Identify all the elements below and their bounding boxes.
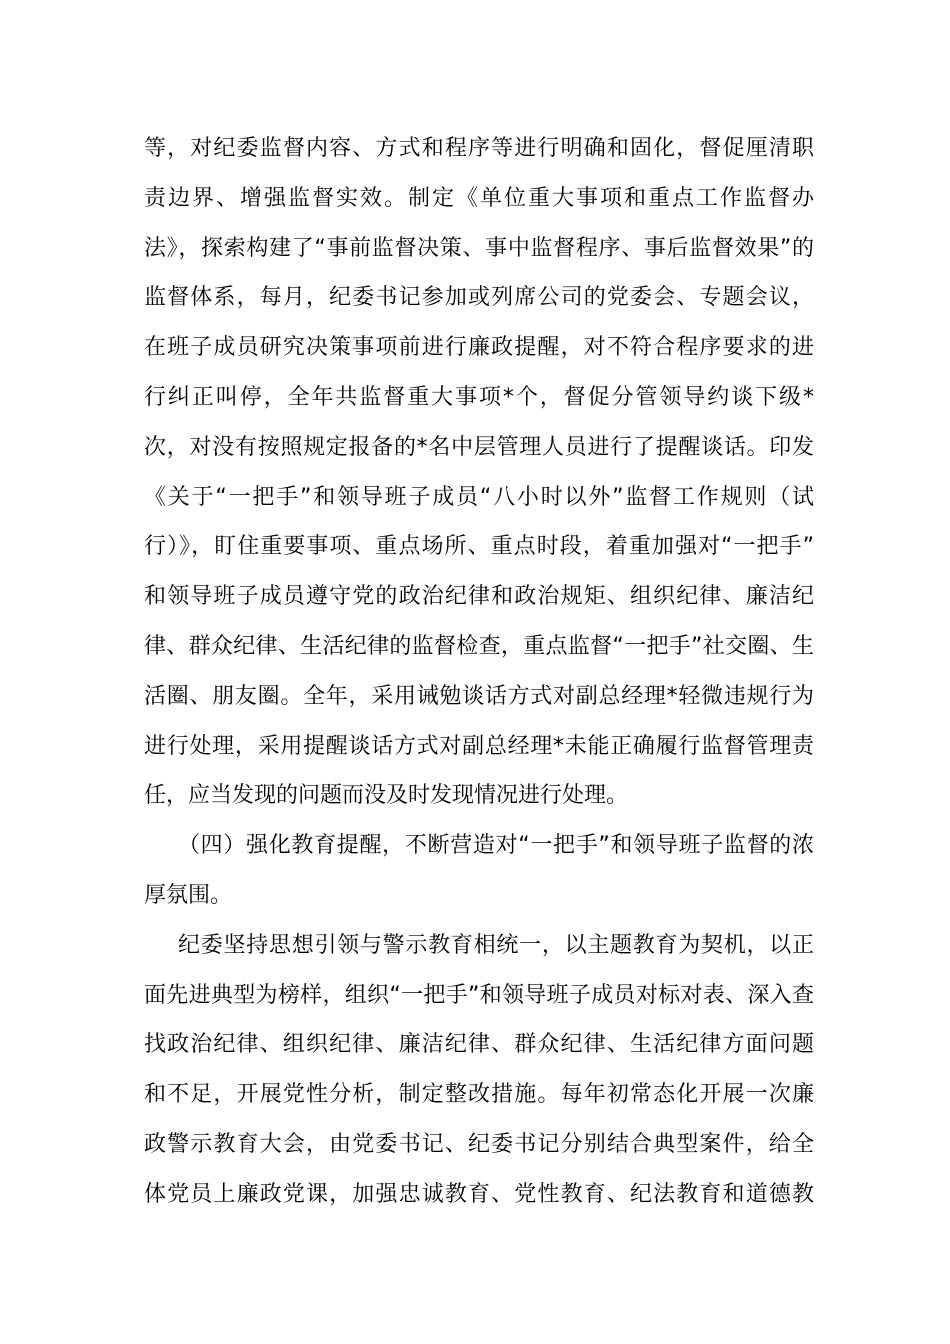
text-line: 监督体系，每月，纪委书记参加或列席公司的党委会、专题会议， xyxy=(144,285,814,311)
text-line: 进行处理，采用提醒谈话方式对副总经理*未能正确履行监督管理责 xyxy=(144,733,814,759)
text-line: 找政治纪律、组织纪律、廉洁纪律、群众纪律、生活纪律方面问题 xyxy=(144,1032,814,1058)
text-line: 行）》，盯住重要事项、重点场所、重点时段，着重加强对“一把手” xyxy=(144,534,814,560)
paragraph-supervision-mechanism xyxy=(144,124,814,821)
text-line: 律、群众纪律、生活纪律的监督检查，重点监督“一把手”社交圈、生 xyxy=(144,633,814,659)
text-line: 法》，探索构建了“事前监督决策、事中监督程序、事后监督效果”的 xyxy=(144,235,814,261)
text-line: 纪委坚持思想引领与警示教育相统一，以主题教育为契机，以正 xyxy=(178,932,814,958)
text-line: 和领导班子成员遵守党的政治纪律和政治规矩、组织纪律、廉洁纪 xyxy=(144,584,814,610)
text-line: 责边界、增强监督实效。制定《单位重大事项和重点工作监督办 xyxy=(144,185,814,211)
text-line: 等，对纪委监督内容、方式和程序等进行明确和固化，督促厘清职 xyxy=(144,136,814,161)
text-line: 体党员上廉政党课，加强忠诚教育、党性教育、纪法教育和道德教 xyxy=(144,1181,814,1207)
text-line: 《关于“一把手”和领导班子成员“八小时以外”监督工作规则（试 xyxy=(144,484,814,510)
section-heading-four xyxy=(144,821,814,921)
text-line: 面先进典型为榜样，组织“一把手”和领导班子成员对标对表、深入查 xyxy=(144,982,814,1008)
text-line: 次，对没有按照规定报备的*名中层管理人员进行了提醒谈话。印发 xyxy=(144,434,814,460)
text-line: 在班子成员研究决策事项前进行廉政提醒，对不符合程序要求的进 xyxy=(144,335,814,361)
text-line: 行纠正叫停，全年共监督重大事项*个，督促分管领导约谈下级* xyxy=(144,384,814,410)
section-heading-line: 厚氛围。 xyxy=(144,882,233,908)
body-text xyxy=(144,124,814,1220)
paragraph-education xyxy=(144,921,814,1220)
section-heading-line: （四）强化教育提醒，不断营造对“一把手”和领导班子监督的浓 xyxy=(178,833,814,859)
text-line: 活圈、朋友圈。全年，采用诫勉谈话方式对副总经理*轻微违规行为 xyxy=(144,683,814,709)
text-line: 和不足，开展党性分析，制定整改措施。每年初常态化开展一次廉 xyxy=(144,1082,814,1108)
text-line: 任，应当发现的问题而没及时发现情况进行处理。 xyxy=(144,783,629,809)
text-line: 政警示教育大会，由党委书记、纪委书记分别结合典型案件，给全 xyxy=(144,1131,814,1157)
